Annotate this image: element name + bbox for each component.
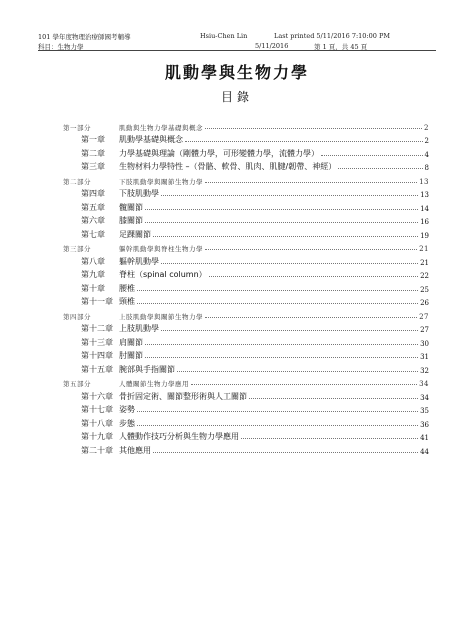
toc-entry-label: 第四部分	[63, 312, 91, 321]
toc-entry-title: 足踝關節	[119, 229, 151, 239]
toc-entry-title: 肌動學基礎與概念	[119, 135, 183, 144]
toc-entry-page: 31	[420, 353, 429, 361]
toc-chapter-entry[interactable]	[63, 213, 429, 227]
toc-entry-title: 骨折固定術、關節整形術與人工關節	[119, 391, 247, 401]
toc-chapter-entry[interactable]	[63, 145, 429, 159]
toc-entry-label: 第十一章	[81, 297, 113, 306]
toc-entry-title: 力學基礎與理論（剛體力學，可形變體力學，流體力學）	[119, 148, 319, 158]
dot-leader	[205, 181, 417, 183]
toc-entry-page: 44	[420, 447, 429, 456]
toc-part-entry[interactable]	[63, 240, 429, 254]
toc-entry-page: 41	[420, 434, 429, 442]
toc-chapter-entry[interactable]	[63, 361, 429, 375]
dot-leader	[338, 167, 422, 169]
toc-entry-page: 14	[420, 204, 429, 213]
header-subject: 科目：生物力學	[38, 43, 84, 51]
toc-entry-title: 步態	[119, 418, 135, 428]
toc-entry-page: 25	[420, 285, 429, 294]
toc-entry-label: 第八章	[81, 256, 105, 266]
toc-entry-label: 第一部分	[63, 123, 91, 132]
dot-leader	[177, 370, 418, 372]
toc-entry-page: 34	[420, 393, 429, 402]
header-page-info: 第 1 頁，共 45 頁	[314, 43, 368, 51]
toc-entry-title: 上肢肌動學	[119, 324, 159, 333]
dot-leader	[191, 383, 417, 385]
toc-entry-label: 第五章	[81, 202, 105, 212]
toc-entry-page: 30	[420, 339, 429, 348]
toc-entry-title: 肩關節	[119, 337, 143, 347]
toc-entry-title: 脊柱（spinal column）	[119, 270, 207, 279]
header-divider	[38, 50, 436, 51]
dot-leader	[137, 410, 418, 412]
toc-entry-title: 人體關節生物力學應用	[119, 380, 189, 388]
toc-chapter-entry[interactable]	[63, 415, 429, 429]
toc-entry-page: 34	[419, 380, 429, 388]
toc-entry-page: 32	[420, 366, 429, 375]
dot-leader	[241, 437, 418, 439]
toc-entry-page: 16	[420, 218, 429, 226]
toc-entry-page: 21	[420, 258, 429, 267]
toc-entry-page: 13	[419, 177, 429, 186]
dot-leader	[321, 154, 423, 156]
toc-entry-title: 頸椎	[119, 297, 135, 306]
toc-entry-label: 第十五章	[81, 364, 113, 374]
toc-entry-title: 腕部與手指關節	[119, 364, 175, 374]
toc-entry-title: 下肢肌動學與關節生物力學	[119, 177, 203, 186]
toc-entry-page: 22	[420, 272, 429, 280]
dot-leader	[161, 329, 418, 331]
toc-entry-title: 人體動作技巧分析與生物力學應用	[119, 432, 239, 441]
toc-chapter-entry[interactable]	[63, 132, 429, 146]
toc-entry-page: 21	[419, 245, 429, 253]
toc-part-entry[interactable]	[63, 118, 429, 132]
toc-entry-label: 第十二章	[81, 324, 113, 333]
dot-leader	[161, 194, 418, 196]
table-of-contents	[63, 118, 429, 456]
document-title: 肌動學與生物力學	[164, 63, 309, 82]
toc-chapter-entry[interactable]	[63, 199, 429, 213]
toc-entry-title: 生物材料力學特性 –（骨骼、軟骨、肌肉、肌腱/韌帶、神經）	[119, 162, 337, 171]
dot-leader	[161, 262, 418, 264]
toc-entry-title: 軀幹肌動學	[119, 256, 159, 266]
toc-part-entry[interactable]	[63, 307, 429, 321]
toc-chapter-entry[interactable]	[63, 267, 429, 281]
toc-entry-title: 姿勢	[119, 405, 135, 414]
toc-entry-label: 第九章	[81, 270, 105, 279]
toc-entry-label: 第十章	[81, 283, 105, 293]
toc-entry-label: 第二部分	[63, 177, 91, 186]
toc-entry-label: 第十八章	[81, 418, 113, 428]
toc-entry-label: 第七章	[81, 229, 105, 239]
toc-entry-label: 第三部分	[63, 245, 91, 253]
dot-leader	[185, 140, 423, 142]
header-printed: Last printed 5/11/2016 7:10:00 PM	[274, 32, 390, 40]
dot-leader	[153, 451, 418, 453]
toc-entry-label: 第十四章	[81, 351, 113, 360]
toc-entry-title: 下肢肌動學	[119, 189, 159, 198]
toc-entry-title: 肌動與生物力學基礎與概念	[119, 123, 203, 132]
dot-leader	[145, 356, 418, 358]
toc-entry-page: 35	[420, 407, 429, 415]
toc-chapter-entry[interactable]	[63, 294, 429, 308]
toc-entry-page: 26	[420, 299, 429, 307]
toc-entry-page: 19	[420, 231, 429, 240]
toc-chapter-entry[interactable]	[63, 348, 429, 362]
toc-entry-title: 軀幹肌動學與脊柱生物力學	[119, 245, 203, 253]
toc-entry-label: 第三章	[81, 162, 105, 171]
toc-chapter-entry[interactable]	[63, 280, 429, 294]
toc-chapter-entry[interactable]	[63, 402, 429, 416]
toc-chapter-entry[interactable]	[63, 334, 429, 348]
toc-entry-title: 上肢肌動學與關節生物力學	[119, 312, 203, 321]
toc-entry-title: 腰椎	[119, 283, 135, 293]
toc-entry-label: 第一章	[81, 135, 105, 144]
toc-entry-label: 第六章	[81, 216, 105, 225]
toc-chapter-entry[interactable]	[63, 388, 429, 402]
dot-leader	[137, 424, 418, 426]
dot-leader	[137, 302, 418, 304]
dot-leader	[205, 127, 422, 129]
toc-chapter-entry[interactable]	[63, 253, 429, 267]
toc-entry-page: 8	[424, 164, 429, 172]
dot-leader	[153, 235, 418, 237]
toc-chapter-entry[interactable]	[63, 159, 429, 173]
toc-entry-label: 第五部分	[63, 380, 91, 388]
dot-leader	[145, 208, 418, 210]
dot-leader	[209, 275, 418, 277]
toc-entry-page: 2	[424, 123, 429, 132]
header-author: Hsiu-Chen Lin	[200, 32, 248, 40]
toc-entry-label: 第十九章	[81, 432, 113, 441]
dot-leader	[205, 248, 417, 250]
toc-entry-title: 膝關節	[119, 216, 143, 225]
toc-part-entry[interactable]	[63, 375, 429, 389]
toc-entry-label: 第十三章	[81, 337, 113, 347]
toc-chapter-entry[interactable]	[63, 321, 429, 335]
toc-entry-label: 第四章	[81, 189, 105, 198]
toc-entry-page: 4	[424, 150, 429, 159]
toc-entry-label: 第二章	[81, 148, 105, 158]
toc-entry-label: 第二十章	[81, 445, 113, 455]
toc-chapter-entry[interactable]	[63, 226, 429, 240]
toc-entry-page: 13	[420, 191, 429, 199]
header-course: 101 學年度物理治療師國考輔導	[38, 33, 131, 41]
toc-entry-label: 第十六章	[81, 391, 113, 401]
toc-chapter-entry[interactable]	[63, 442, 429, 456]
toc-entry-page: 36	[420, 420, 429, 429]
toc-heading: 目錄	[220, 90, 253, 104]
toc-entry-page: 27	[420, 326, 429, 334]
header-date: 5/11/2016	[255, 42, 289, 50]
toc-entry-title: 肘關節	[119, 351, 143, 360]
dot-leader	[137, 289, 418, 291]
toc-entry-page: 27	[419, 312, 429, 321]
toc-entry-title: 其他應用	[119, 445, 151, 455]
toc-chapter-entry[interactable]	[63, 186, 429, 200]
dot-leader	[145, 343, 418, 345]
toc-entry-title: 髖關節	[119, 202, 143, 212]
dot-leader	[249, 397, 418, 399]
toc-part-entry[interactable]	[63, 172, 429, 186]
toc-chapter-entry[interactable]	[63, 429, 429, 443]
dot-leader	[205, 316, 417, 318]
dot-leader	[145, 221, 418, 223]
toc-entry-label: 第十七章	[81, 405, 113, 414]
toc-entry-page: 2	[424, 137, 429, 145]
